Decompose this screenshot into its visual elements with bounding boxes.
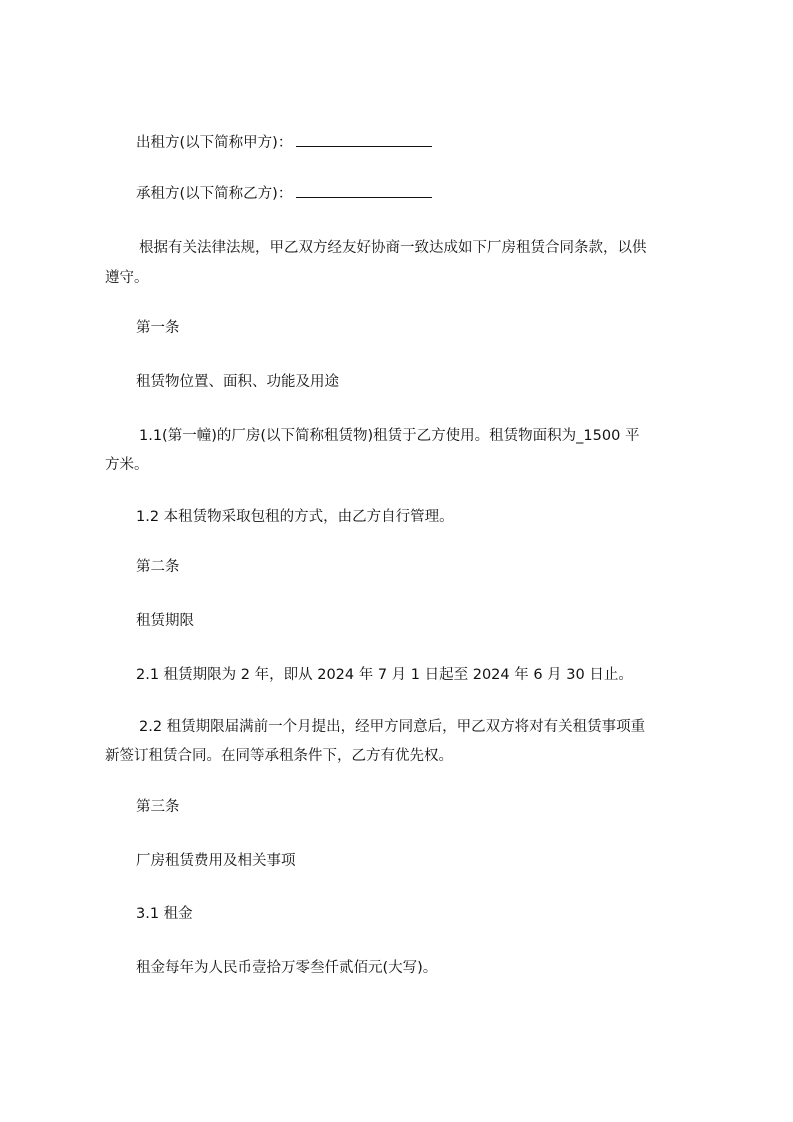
article-2-title: 第二条 — [136, 559, 180, 575]
rent-text: 租金每年为人民币壹拾万零叁仟贰佰元(大写)。 — [136, 960, 438, 976]
clause-1-1-line-1: 1.1(第一幢)的厂房(以下简称租赁物)租赁于乙方使用。租赁物面积为_1500 平 — [139, 428, 640, 444]
article-3-title: 第三条 — [136, 799, 180, 815]
clause-3-1: 3.1 租金 — [136, 906, 193, 922]
lessor-field — [136, 133, 432, 153]
lessee-label: 承租方(以下简称乙方)： — [136, 186, 293, 202]
article-2-heading: 租赁期限 — [136, 613, 194, 629]
lessor-blank — [296, 133, 432, 147]
article-1-heading: 租赁物位置、面积、功能及用途 — [136, 374, 339, 390]
clause-2-1: 2.1 租赁期限为 2 年，即从 2024 年 7 月 1 日起至 2024 年 6 月 30 日止。 — [136, 667, 633, 683]
article-3-heading: 厂房租赁费用及相关事项 — [136, 853, 296, 869]
clause-1-1-line-2: 方米。 — [105, 457, 149, 473]
intro-line-2: 遵守。 — [105, 270, 149, 286]
lessee-field — [136, 184, 432, 204]
article-1-title: 第一条 — [136, 320, 180, 336]
intro-line-1: 根据有关法律法规，甲乙双方经友好协商一致达成如下厂房租赁合同条款，以供 — [139, 240, 647, 256]
lessor-label: 出租方(以下简称甲方)： — [136, 135, 293, 151]
clause-2-2-line-2: 新签订租赁合同。在同等承租条件下，乙方有优先权。 — [105, 748, 453, 764]
lessee-blank — [296, 184, 432, 198]
clause-2-2-line-1: 2.2 租赁期限届满前一个月提出，经甲方同意后，甲乙双方将对有关租赁事项重 — [139, 719, 646, 735]
clause-1-2: 1.2 本租赁物采取包租的方式，由乙方自行管理。 — [136, 509, 454, 525]
